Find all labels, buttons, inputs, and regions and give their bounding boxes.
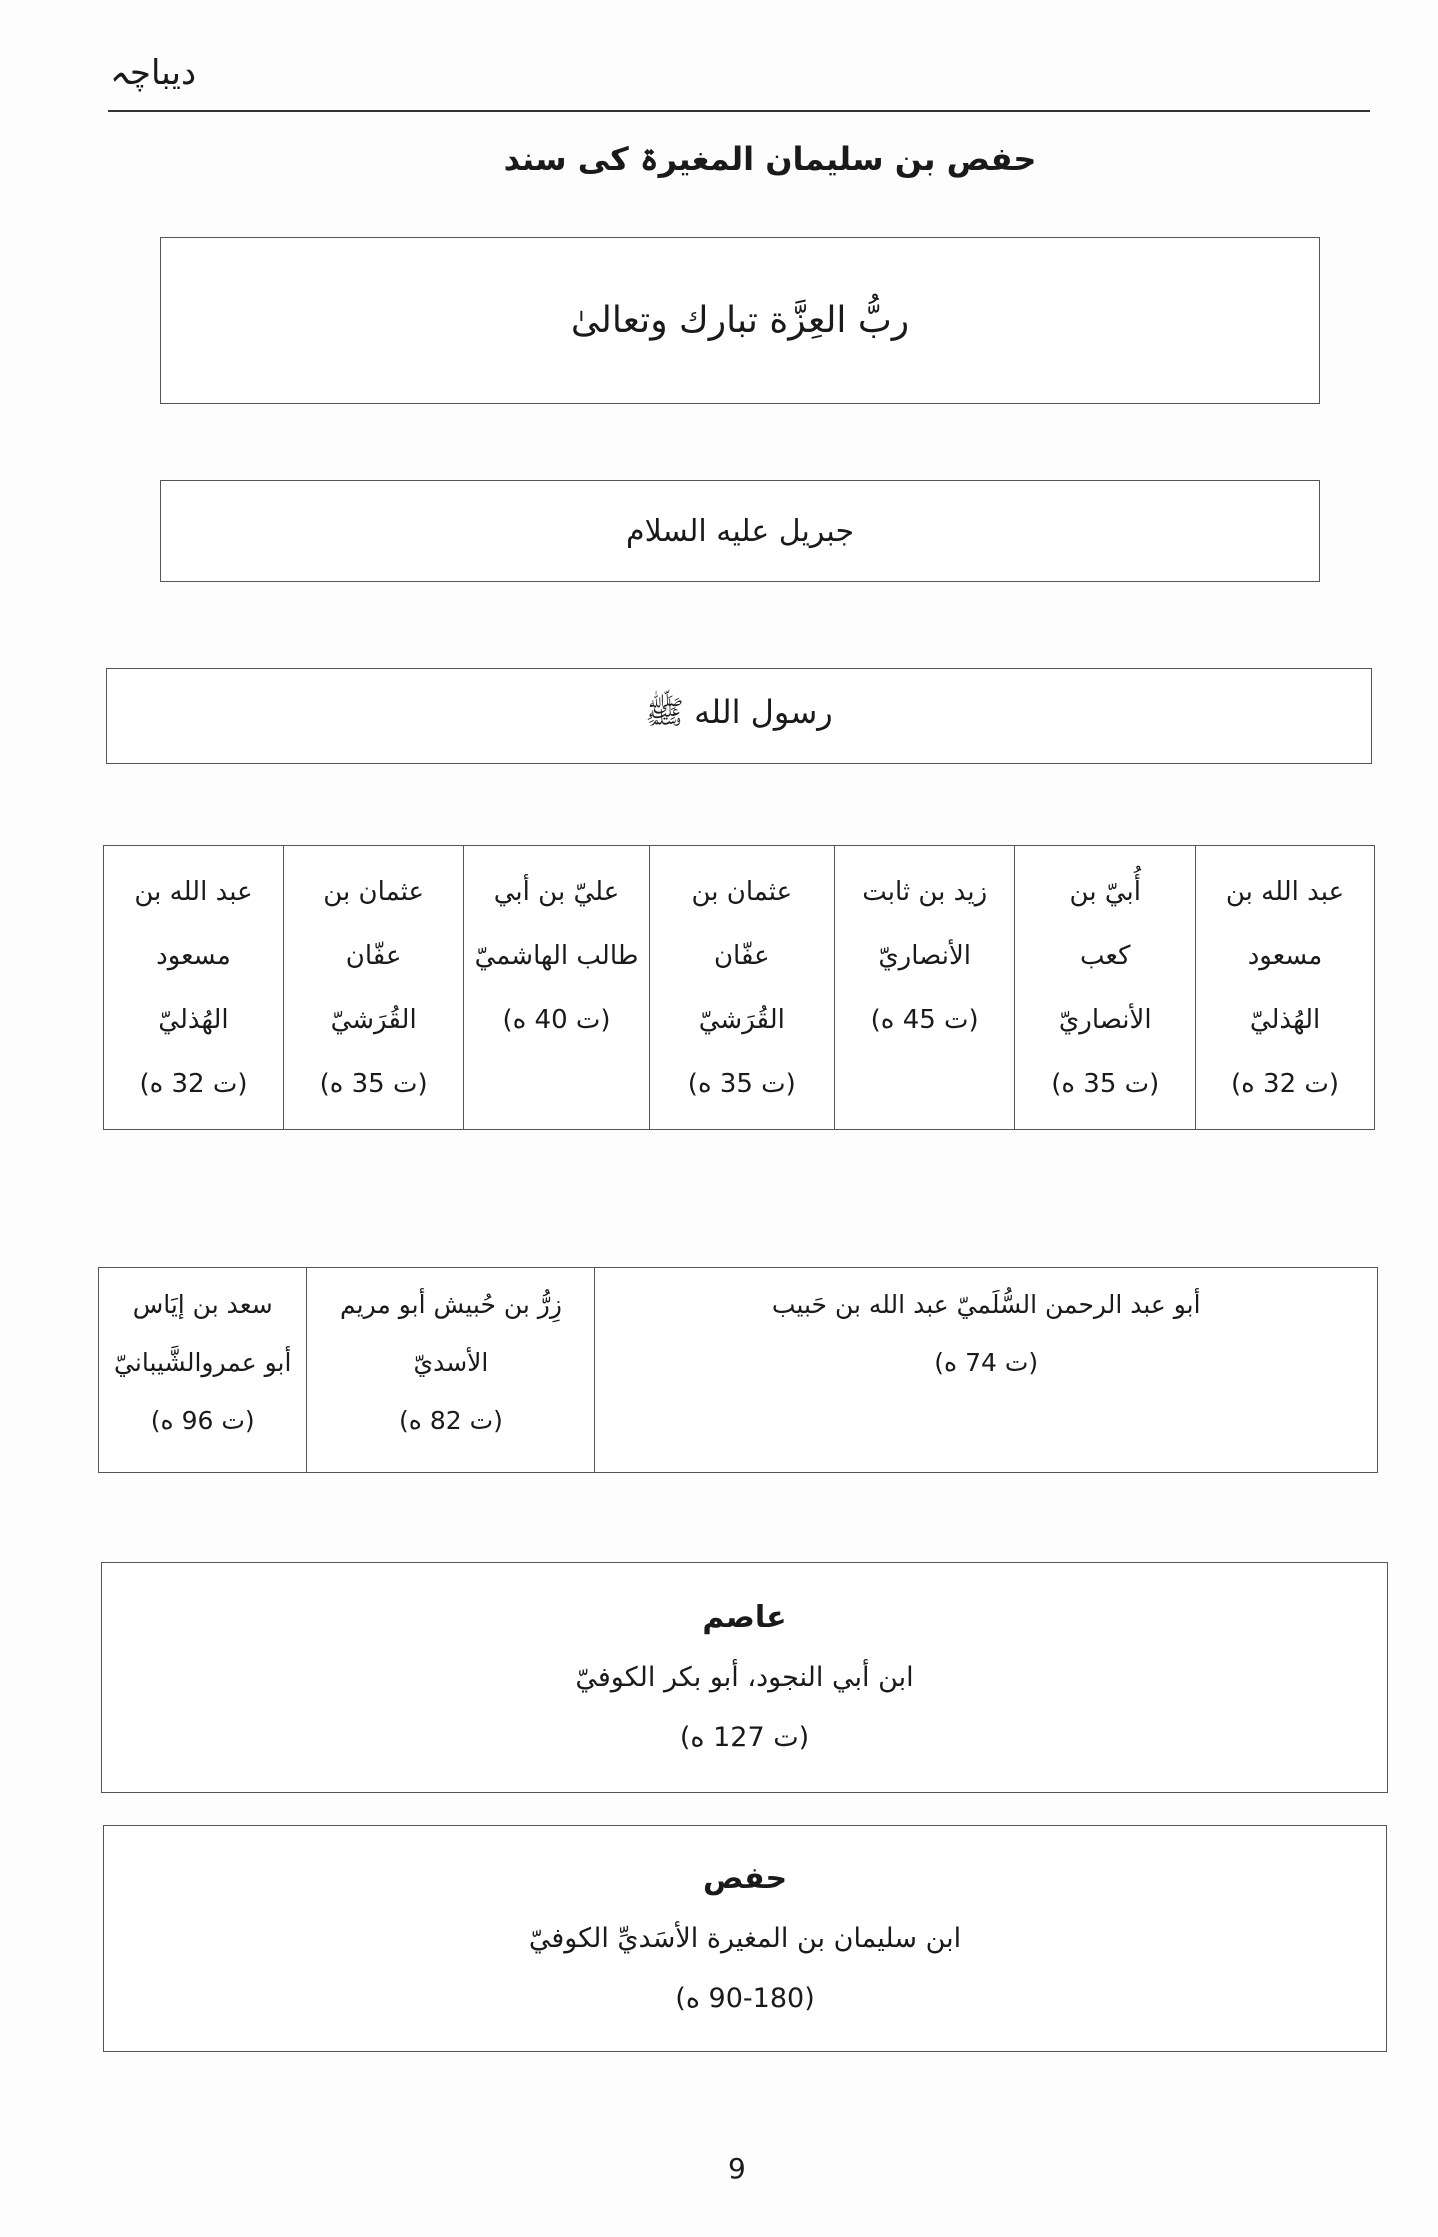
name-line: أبو عبد الرحمن السُّلَميّ عبد الله بن حَبيب [771, 1290, 1201, 1319]
running-head: دیباچہ [110, 53, 197, 93]
name-line: الهُذليّ [158, 1005, 229, 1035]
death-date: (ت 35 ه) [687, 1069, 796, 1099]
header-rule [108, 110, 1370, 112]
companion-cell [649, 846, 834, 1130]
death-date: (ت 74 ه) [934, 1348, 1039, 1377]
chain-box-asim [101, 1562, 1388, 1793]
companion-cell [104, 846, 284, 1130]
successor-cell [307, 1268, 595, 1473]
name-line: القُرَشيّ [330, 1005, 417, 1035]
death-date: (ت 45 ه) [870, 1005, 979, 1035]
death-date: (ت 96 ه) [150, 1406, 255, 1435]
page-number: 9 [728, 2152, 746, 2185]
companion-cell [1015, 846, 1196, 1130]
companion-cell [283, 846, 463, 1130]
death-date: (ت 35 ه) [1051, 1069, 1160, 1099]
name-line: زيد بن ثابت [862, 877, 988, 907]
companion-cell [1196, 846, 1375, 1130]
prophet-text: رسول الله ﷺ [645, 693, 833, 731]
name-line: عثمان بن [323, 877, 424, 907]
chain-box-hafs [103, 1825, 1387, 2052]
death-date: (ت 35 ه) [319, 1069, 428, 1099]
death-date: (ت 40 ه) [502, 1005, 611, 1035]
name-line: سعد بن إيَاس [132, 1290, 273, 1319]
successor-cell [99, 1268, 307, 1473]
name-line: الأنصاريّ [1058, 1005, 1152, 1035]
companion-cell [834, 846, 1015, 1130]
asim-lineage: ابن أبي النجود، أبو بكر الكوفيّ [575, 1661, 914, 1693]
jibril-text: جبريل عليه السلام [626, 513, 854, 549]
companion-cell [464, 846, 649, 1130]
hafs-name: حفص [702, 1860, 788, 1896]
name-line: مسعود [156, 941, 231, 971]
name-line: مسعود [1247, 941, 1323, 971]
chain-box-prophet [106, 668, 1372, 764]
chain-box-lord [160, 237, 1320, 404]
chain-box-jibril [160, 480, 1320, 582]
asim-date: (ت 127 ه) [679, 1721, 810, 1753]
hafs-date: (90-180 ه) [675, 1982, 815, 2014]
table-row [99, 1268, 1378, 1473]
name-line: عبد الله بن [134, 877, 253, 907]
name-line: عفّان [713, 941, 770, 971]
death-date: (ت 82 ه) [399, 1406, 503, 1435]
table-row [104, 846, 1375, 1130]
death-date: (ت 32 ه) [1231, 1069, 1340, 1099]
name-line: الهُذليّ [1249, 1005, 1321, 1035]
name-line: طالب الهاشميّ [474, 941, 639, 971]
asim-name: عاصم [702, 1599, 787, 1635]
name-line: أبو عمروالشَّيبانيّ [114, 1348, 292, 1377]
name-line: زِرُّ بن حُبيش أبو مريم [339, 1290, 562, 1319]
name-line: أُبيّ بن [1069, 877, 1141, 907]
name-line: الأسديّ [413, 1348, 489, 1377]
companions-table [103, 845, 1375, 1130]
lord-text: ربُّ العِزَّة تبارك وتعالىٰ [570, 300, 910, 341]
name-line: القُرَشيّ [698, 1005, 785, 1035]
name-line: الأنصاريّ [878, 941, 971, 971]
successor-cell [595, 1268, 1378, 1473]
name-line: عثمان بن [691, 877, 793, 907]
name-line: عفّان [345, 941, 402, 971]
page-title: حفص بن سلیمان المغیرۃ کی سند [503, 140, 1037, 178]
name-line: كعب [1080, 941, 1131, 971]
hafs-lineage: ابن سليمان بن المغيرة الأسَديِّ الكوفيّ [528, 1922, 962, 1954]
name-line: عبد الله بن [1225, 877, 1345, 907]
death-date: (ت 32 ه) [139, 1069, 248, 1099]
name-line: عليّ بن أبي [493, 877, 620, 907]
successors-table [98, 1267, 1378, 1473]
